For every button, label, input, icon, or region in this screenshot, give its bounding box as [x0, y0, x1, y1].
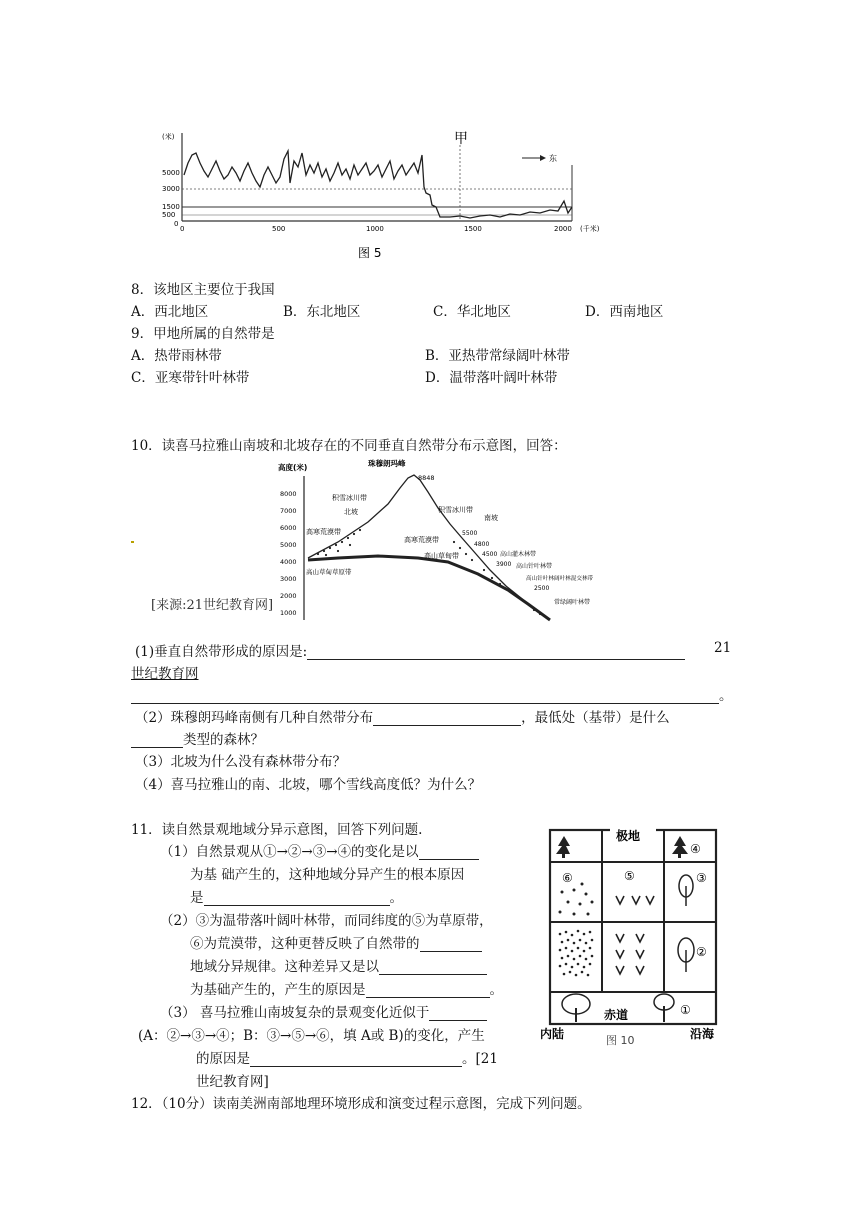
q11-s2-label-c: 地域分异规律。这种差异又是以 [190, 959, 379, 975]
mark-4: ④ [690, 842, 701, 856]
q11-s3-c [196, 1047, 498, 1067]
south-label: 高山针叶林阔叶林混交林带 [526, 576, 594, 582]
q10-sub4: （4）喜马拉雅山的南、北坡，哪个雪线高度低？为什么？ [135, 777, 482, 793]
himalaya-diagram [278, 458, 618, 628]
south-label: 高山草甸带 [424, 552, 459, 560]
stray-mark [131, 541, 134, 543]
q9-option-a[interactable]: A．热带雨林带 [131, 348, 222, 364]
north-label: 高寒荒漠带 [306, 528, 341, 536]
equator-label: 赤道 [604, 1008, 629, 1022]
south-label: 积雪冰川带 [438, 506, 473, 514]
q10-sub2-label-c: 类型的森林？ [183, 732, 264, 748]
x-tick-label: 0 [180, 225, 185, 233]
mark-2: ② [696, 945, 707, 959]
figure-5 [160, 125, 620, 265]
diagram-y-tick: 6000 [280, 524, 297, 532]
q10-sub2-line2 [131, 728, 264, 748]
north-label: 高山草甸草原带 [306, 568, 352, 576]
q11-s2-label-b: ⑥为荒漠带，这种更替反映了自然带的 [190, 936, 420, 952]
y-tick-label: 3000 [162, 185, 180, 193]
diagram-y-tick: 7000 [280, 507, 297, 515]
q11-s2-label-d: 为基础产生的，产生的原因是 [190, 982, 366, 998]
south-label: 南坡 [484, 514, 498, 522]
q11-s3-e: 世纪教育网] [196, 1074, 269, 1090]
q10-sub1-blank[interactable] [307, 645, 685, 660]
q11-s1-a [160, 840, 479, 860]
q10-sub1-end: 。 [719, 688, 733, 704]
diagram-y-tick: 5000 [280, 541, 297, 549]
q11-stem: 11．读自然景观地域分异示意图，回答下列问题. [131, 822, 423, 838]
diagram-y-tick: 4000 [280, 558, 297, 566]
x-tick-label: 2000 [554, 225, 572, 233]
south-height: 3900 [496, 561, 512, 568]
desert-dots [559, 883, 594, 916]
diagram-y-tick: 8000 [280, 490, 297, 498]
y-tick-label: (米) [162, 133, 175, 141]
q11-s1-c [190, 886, 403, 906]
q11-s3-label-d: 。[21 [462, 1051, 498, 1067]
q9-option-b[interactable]: B．亚热带常绿阔叶林带 [425, 348, 570, 364]
q11-s2-d [190, 978, 503, 998]
q8-option-c[interactable]: C．华北地区 [433, 304, 511, 320]
q11-s2-a: （2）③为温带落叶阔叶林带，而同纬度的⑤为草原带， [160, 913, 493, 929]
peak-name-label: 珠穆朗玛峰 [368, 459, 406, 468]
figure-caption: 图 5 [358, 246, 382, 260]
q11-s1-b: 为基 础产生的，这种地域分异产生的根本原因 [190, 867, 465, 883]
q12-stem: 12．（10分）读南美洲南部地理环境形成和演变过程示意图，完成下列问题。 [131, 1096, 591, 1112]
q11-s1-blank1[interactable] [419, 845, 479, 860]
diagram-y-tick: 1000 [280, 609, 297, 617]
grass-icon [616, 896, 654, 904]
landscape-diagram [540, 826, 730, 1046]
figure-caption: 图 10 [606, 1034, 635, 1046]
rainforest-tree-icon [654, 994, 674, 1022]
q11-s3-label-c: 的原因是 [196, 1051, 250, 1067]
q11-s3-b: (A：②→③→④；B：③→⑤→⑥，填 A或 B)的变化，产生 [138, 1028, 485, 1044]
q10-sub2-label: （2）珠穆朗玛峰南侧有几种自然带分布 [135, 710, 374, 726]
mark-3: ③ [696, 871, 707, 885]
south-height: 5500 [462, 530, 478, 537]
q11-s2-blank1[interactable] [420, 937, 482, 952]
coast-label: 沿海 [690, 1027, 715, 1041]
q10-sub2 [135, 706, 670, 726]
q11-s2-blank2[interactable] [379, 960, 487, 975]
q10-sub3: （3）北坡为什么没有森林带分布？ [135, 754, 347, 770]
q10-sub1-label: (1)垂直自然带形成的原因是: [135, 644, 308, 660]
q11-s1-label: （1）自然景观从①→②→③→④的变化是以 [160, 844, 419, 860]
grass-icon [616, 934, 644, 974]
q9-option-d[interactable]: D．温带落叶阔叶林带 [425, 370, 558, 386]
x-tick-label: 1500 [464, 225, 482, 233]
q9-option-c[interactable]: C．亚寒带针叶林带 [131, 370, 250, 386]
y-tick-label: 1500 [162, 203, 180, 211]
diagram-y-tick: 2000 [280, 592, 297, 600]
diagram-y-tick: 3000 [280, 575, 297, 583]
q10-sub2-blank2[interactable] [131, 733, 183, 748]
broadleaf-tree-icon [679, 875, 693, 906]
q11-s2-c [190, 955, 487, 975]
x-tick-label: 500 [272, 225, 286, 233]
q8-stem: 8．该地区主要位于我国 [131, 282, 275, 298]
broadleaf-tree-icon [678, 938, 694, 972]
south-height: 2500 [534, 585, 550, 592]
q9-stem: 9．甲地所属的自然带是 [131, 326, 275, 342]
peak-height-label: 8848 [418, 474, 435, 482]
q10-stem: 10．读喜马拉雅山南坡和北坡存在的不同垂直自然带分布示意图，回答： [131, 438, 567, 454]
q11-s3-blank2[interactable] [250, 1052, 462, 1067]
q11-s2-b [190, 932, 482, 952]
rainforest-tree-icon [562, 994, 590, 1022]
inland-label: 内陆 [540, 1027, 565, 1041]
location-jia-label: 甲 [454, 131, 468, 147]
source-note: [来源:21世纪教育网] [151, 598, 274, 613]
south-label: 高山针叶林带 [516, 563, 553, 570]
q10-sub1-tail1: 21 [714, 640, 732, 656]
q10-sub2-blank1[interactable] [373, 711, 521, 726]
x-tick-label: 1000 [366, 225, 384, 233]
north-label: 北坡 [344, 508, 358, 516]
y-tick-label: 5000 [162, 169, 180, 177]
east-label: 东 [549, 154, 557, 163]
q11-s1-blank2[interactable] [204, 891, 390, 906]
q8-option-d[interactable]: D．西南地区 [585, 304, 664, 320]
q11-s3-label: （3） 喜马拉雅山南坡复杂的景观变化近似于 [160, 1005, 430, 1021]
mark-6: ⑥ [562, 871, 573, 885]
q11-s3-a [160, 1001, 487, 1021]
polar-label: 极地 [616, 829, 641, 843]
north-label: 积雪冰川带 [332, 494, 367, 502]
q11-s1-end: 。 [389, 890, 403, 906]
south-height: 4800 [474, 541, 490, 548]
q10-sub1-line2 [131, 684, 733, 704]
terrain-profile-chart [160, 125, 620, 265]
q10-sub1-blank2[interactable] [131, 689, 719, 704]
q8-option-a[interactable]: A．西北地区 [131, 304, 209, 320]
south-label: 高山灌木林带 [500, 551, 537, 558]
q11-s2-blank3[interactable] [366, 983, 490, 998]
mark-1: ① [680, 1003, 691, 1017]
conifer-tree-icon [556, 836, 570, 858]
south-label: 常绿阔叶林带 [554, 599, 591, 606]
q8-option-b[interactable]: B．东北地区 [283, 304, 361, 320]
q10-sub2-label-b: ，最低处（基带）是什么 [521, 710, 670, 726]
q11-s1-label-c: 是 [190, 890, 204, 906]
diagram-y-axis-title: 高度(米) [278, 463, 308, 472]
mark-5: ⑤ [624, 869, 635, 883]
dense-desert-dots [559, 930, 594, 977]
x-tick-label: (千米) [580, 225, 600, 233]
y-tick-label: 0 [174, 220, 179, 228]
q11-s2-end: 。 [489, 982, 503, 998]
y-tick-label: 500 [162, 211, 176, 219]
south-height: 4500 [482, 551, 498, 558]
q11-s3-blank1[interactable] [429, 1006, 487, 1021]
q10-sub1 [135, 640, 685, 660]
q10-sub1-tail2: 世纪教育网 [131, 666, 199, 682]
south-label: 高寒荒漠带 [404, 536, 439, 544]
conifer-tree-icon [672, 836, 688, 858]
